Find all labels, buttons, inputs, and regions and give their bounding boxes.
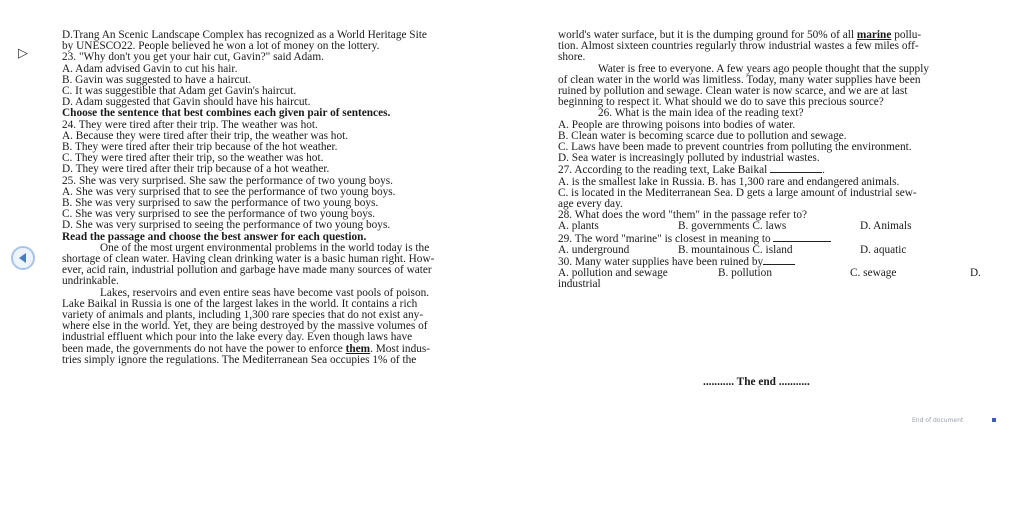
question-text: 29. The word "marine" is closest in meaning to	[558, 232, 771, 245]
text-line: by UNESCO22. People believed he won a lot of money on the lottery.	[62, 40, 380, 53]
passage-text: world's water surface, but it is the dumping ground for 50% of all	[558, 29, 855, 41]
passage-line: ever, acid rain, industrial pollution and garbage have made many sources of water	[62, 264, 432, 277]
passage-line: Lake Baikal in Russia is one of the largest lakes in the world. It contains a rich	[62, 297, 418, 310]
question-28: 28. What does the word "them" in the passage refer to?	[558, 209, 807, 222]
passage-line: of clean water in the world was limitless. Today, many water supplies have been	[558, 73, 921, 86]
passage-line: industrial effluent which pour into the lake every day. Even though laws have	[62, 331, 413, 344]
option-23a: A. Adam advised Gavin to cut his hair.	[62, 62, 238, 75]
passage-line: tries simply ignore the regulations. The Mediterranean Sea occupies 1% of the	[62, 353, 417, 366]
right-column	[558, 30, 1004, 291]
option-24d: D. They were tired after their trip because of a hot weather.	[62, 163, 330, 176]
option-23b: B. Gavin was suggested to have a haircut.	[62, 73, 252, 86]
passage-line: One of the most urgent environmental problems in the world today is the	[100, 241, 430, 254]
option-25a: A. She was very surprised that to see the performance of two young boys.	[62, 185, 396, 198]
option-30b: B. pollution	[718, 267, 772, 280]
passage-line: tion. Almost sixteen countries regularly throw industrial wastes a few miles off-	[558, 40, 919, 53]
passage-line: Lakes, reservoirs and even entire seas have become vast pools of poison.	[100, 286, 430, 299]
options-30	[558, 268, 1004, 279]
keyword-marine: marine	[856, 29, 892, 41]
option-23d: D. Adam suggested that Gavin should have his haircut.	[62, 96, 311, 109]
cursor-pointer-icon: ▷	[18, 46, 28, 61]
passage-line: where else in the world. Yet, they are being destroyed by the massive volumes of	[62, 320, 428, 333]
answer-blank	[770, 164, 822, 173]
option-24a: A. Because they were tired after their trip, the weather was hot.	[62, 129, 349, 142]
option-25b: B. She was very surprised to saw the performance of two young boys.	[62, 197, 379, 210]
question-23: 23. "Why don't you get your hair cut, Gavin?" said Adam.	[62, 51, 324, 64]
option-30a: A. pollution and sewage	[558, 267, 668, 280]
text-line: D.Trang An Scenic Landscape Complex has recognized as a World Heritage Site	[62, 29, 427, 41]
option-26d: D. Sea water is increasingly polluted by industrial wastes.	[558, 152, 820, 165]
option-28d: D. Animals	[860, 220, 912, 233]
question-25: 25. She was very surprised. She saw the performance of two young boys.	[62, 174, 393, 187]
passage-line: shortage of clean water. Having clean drinking water is a basic human right. How-	[62, 253, 435, 266]
option-29d: D. aquatic	[860, 243, 907, 256]
section-heading-combine: Choose the sentence that best combines each given pair of sentences.	[62, 107, 391, 120]
answer-blank	[763, 256, 795, 265]
option-25c: C. She was very surprised to see the performance of two young boys.	[62, 208, 376, 221]
option-29a: A. underground	[558, 243, 630, 256]
passage-line: Water is free to everyone. A few years ago people thought that the supply	[598, 62, 929, 75]
end-of-document-label: End of document	[912, 417, 964, 424]
keyword-them: them	[345, 342, 371, 355]
left-column	[62, 30, 510, 366]
passage-line: beginning to respect it. What should we do to save this precious source?	[558, 96, 884, 109]
passage-line: variety of animals and plants, including 1,300 rare species that do not exist any-	[62, 309, 424, 322]
option-26b: B. Clean water is becoming scarce due to pollution and sewage.	[558, 129, 847, 142]
question-text: 27. According to the reading text, Lake Baikal	[558, 164, 768, 177]
section-heading-passage: Read the passage and choose the best answer for each question.	[62, 230, 367, 243]
option-26a: A. People are throwing poisons into bodies of water.	[558, 118, 796, 131]
options-28	[558, 221, 1004, 232]
option-24c: C. They were tired after their trip, so the weather was hot.	[62, 152, 324, 165]
question-26: 26. What is the main idea of the reading text?	[598, 107, 804, 120]
option-23c: C. It was suggestible that Adam get Gavin's haircut.	[62, 85, 297, 98]
option-25d: D. She was very surprised to seeing the performance of two young boys.	[62, 219, 391, 232]
option-24b: B. They were tired after their trip because of the hot weather.	[62, 141, 338, 154]
passage-line: undrinkable.	[62, 275, 119, 288]
passage-line: ruined by pollution and sewage. Clean water is now scarce, and we are at last	[558, 85, 908, 98]
option-30d: D.	[970, 267, 981, 280]
option-26c: C. Laws have been made to prevent countries from polluting the environment.	[558, 141, 912, 154]
end-marker-icon	[992, 418, 996, 422]
previous-page-button[interactable]	[11, 246, 35, 270]
option-27cd: C. is located in the Mediterranean Sea. D gets a large amount of industrial sew-	[558, 186, 917, 199]
passage-text: . Most indus-	[370, 342, 431, 355]
question-29	[558, 233, 1004, 245]
option-28bc: B. governments C. laws	[678, 220, 787, 233]
the-end-label: ........... The end ...........	[703, 376, 810, 388]
passage-line: shore.	[558, 51, 586, 64]
option-30d-text: industrial	[558, 278, 601, 291]
option-27ab: A. is the smallest lake in Russia. B. has 1,300 rare and endangered animals.	[558, 175, 900, 188]
answer-blank	[773, 233, 831, 242]
option-28a: A. plants	[558, 220, 599, 233]
passage-text: been made, the governments do not have the power to enforce	[62, 342, 343, 355]
option-30c: C. sewage	[850, 267, 897, 280]
option-29bc: B. mountainous C. island	[678, 243, 793, 256]
options-29	[558, 245, 1004, 256]
question-27: 27. According to the reading text, Lake Baikal .	[558, 164, 825, 177]
option-27cd-cont: age every day.	[558, 198, 623, 211]
question-text: 30. Many water supplies have been ruined by	[558, 256, 764, 269]
passage-text: pollu-	[894, 29, 922, 41]
question-24: 24. They were tired after their trip. The weather was hot.	[62, 118, 318, 131]
